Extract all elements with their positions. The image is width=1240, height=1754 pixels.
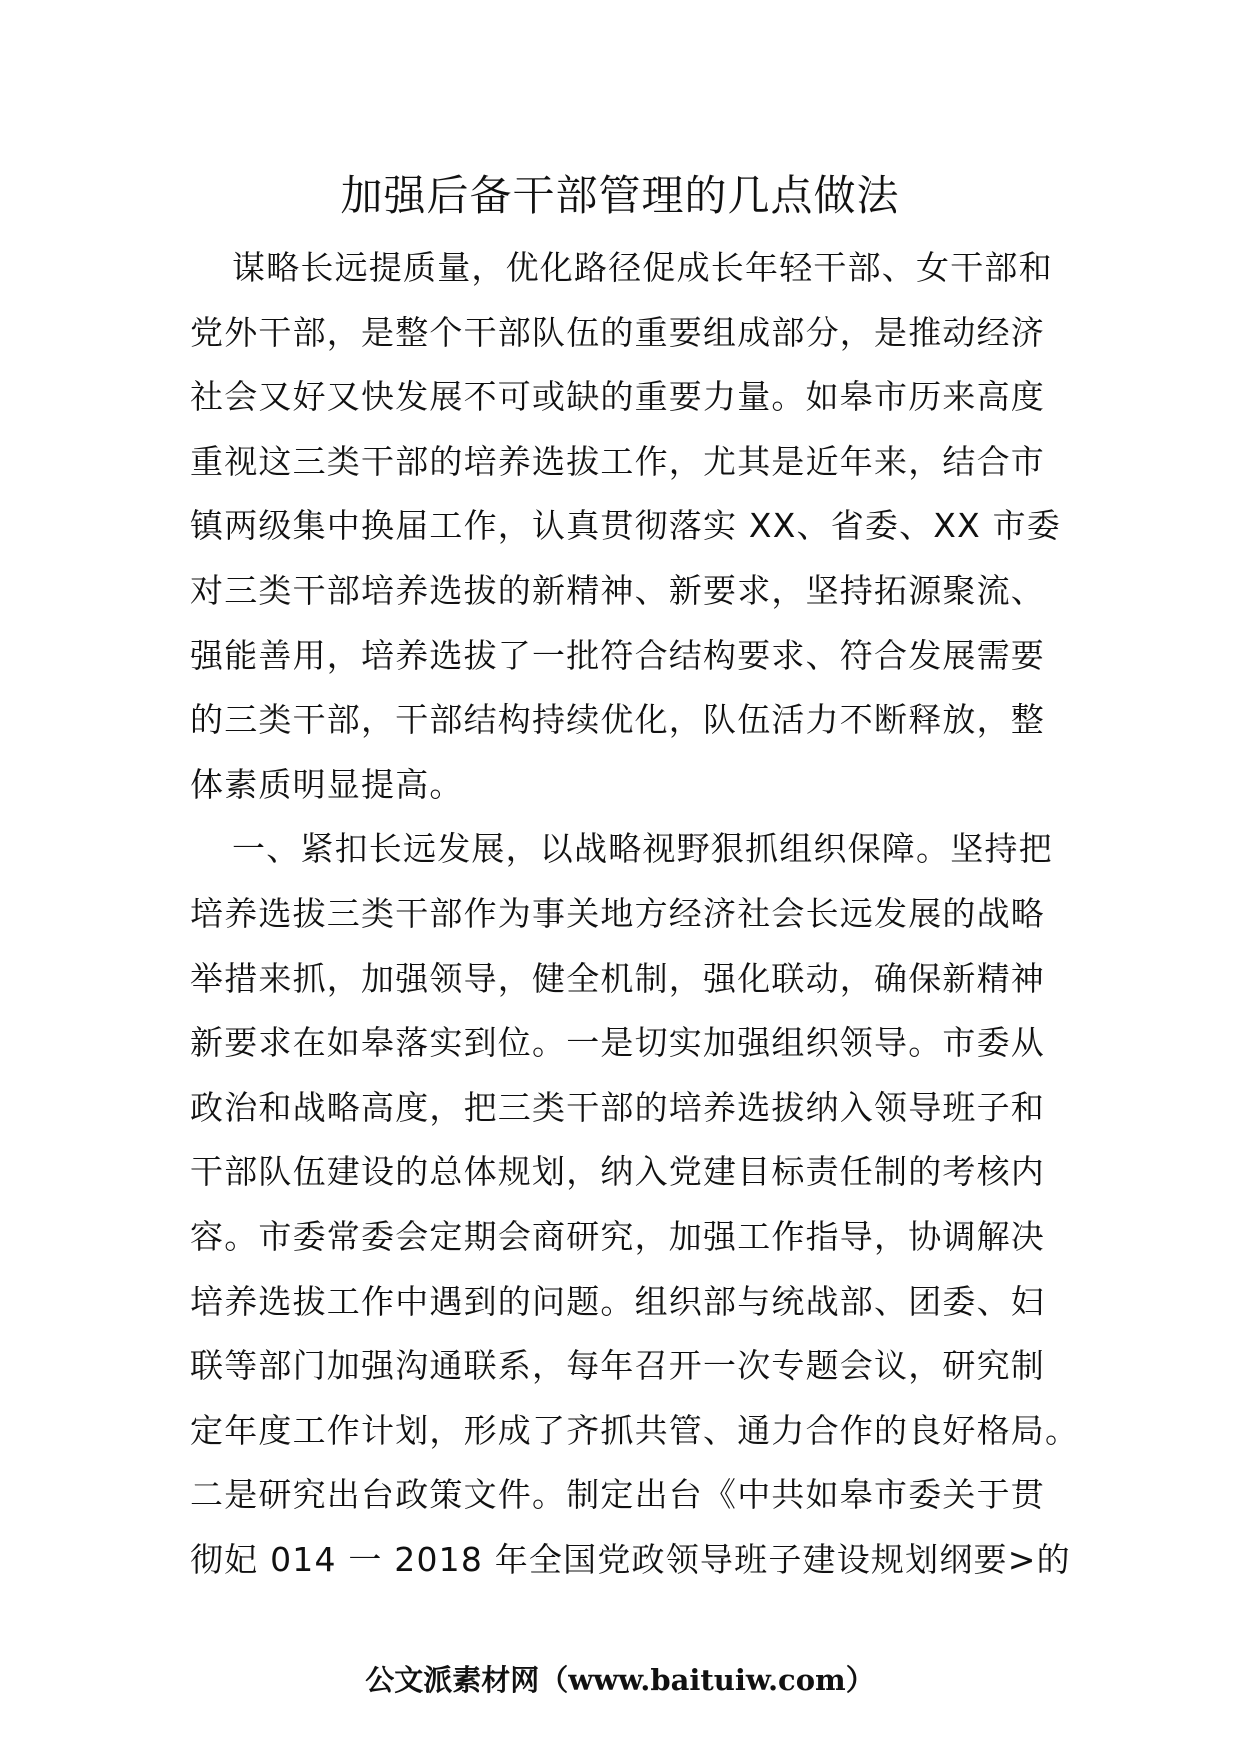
paragraph-line: 二是研究出台政策文件。制定出台《中共如皋市委关于贯 bbox=[190, 1475, 1045, 1515]
paragraph-line: 新要求在如皋落实到位。一是切实加强组织领导。市委从 bbox=[190, 1023, 1045, 1063]
paragraph-line: 干部队伍建设的总体规划，纳入党建目标责任制的考核内 bbox=[190, 1152, 1045, 1192]
paragraph-line: 强能善用，培养选拔了一批符合结构要求、符合发展需要 bbox=[190, 635, 1045, 675]
paragraph-line: 培养选拔三类干部作为事关地方经济社会长远发展的战略 bbox=[190, 893, 1045, 933]
paragraph-line: 社会又好又快发展不可或缺的重要力量。如皋市历来高度 bbox=[190, 377, 1045, 417]
paragraph-line: 定年度工作计划，形成了齐抓共管、通力合作的良好格局。 bbox=[190, 1410, 1080, 1450]
paragraph-line: 对三类干部培养选拔的新精神、新要求，坚持拓源聚流、 bbox=[190, 570, 1045, 610]
paragraph-line: 联等部门加强沟通联系，每年召开一次专题会议，研究制 bbox=[190, 1346, 1045, 1386]
paragraph-line: 彻妃 014 一 2018 年全国党政领导班子建设规划纲要>的 bbox=[190, 1539, 1071, 1579]
paragraph-line: 培养选拔工作中遇到的问题。组织部与统战部、团委、妇 bbox=[190, 1281, 1045, 1321]
footer-watermark-text: 公文派素材网（www.baituiw.com） bbox=[365, 1663, 875, 1697]
paragraph-line: 的三类干部，干部结构持续优化，队伍活力不断释放，整 bbox=[190, 700, 1045, 740]
paragraph-line: 党外干部，是整个干部队伍的重要组成部分，是推动经济 bbox=[190, 312, 1045, 352]
paragraph-line: 谋略长远提质量，优化路径促成长年轻干部、女干部和 bbox=[232, 248, 1053, 287]
paragraph-line: 镇两级集中换届工作，认真贯彻落实 XX、省委、XX 市委 bbox=[190, 506, 1062, 546]
paragraph-line: 举措来抓，加强领导，健全机制，强化联动，确保新精神 bbox=[190, 958, 1045, 998]
paragraph-line: 体素质明显提高。 bbox=[190, 764, 464, 804]
paragraph-line: 容。市委常委会定期会商研究，加强工作指导，协调解决 bbox=[190, 1216, 1045, 1256]
paragraph-line: 政治和战略高度，把三类干部的培养选拔纳入领导班子和 bbox=[190, 1087, 1045, 1127]
paragraph-line: 一、紧扣长远发展，以战略视野狠抓组织保障。坚持把 bbox=[232, 829, 1053, 869]
document-title: 加强后备干部管理的几点做法 bbox=[340, 171, 900, 220]
paragraph-line: 重视这三类干部的培养选拔工作，尤其是近年来，结合市 bbox=[190, 441, 1045, 481]
document-body bbox=[190, 236, 1080, 1592]
